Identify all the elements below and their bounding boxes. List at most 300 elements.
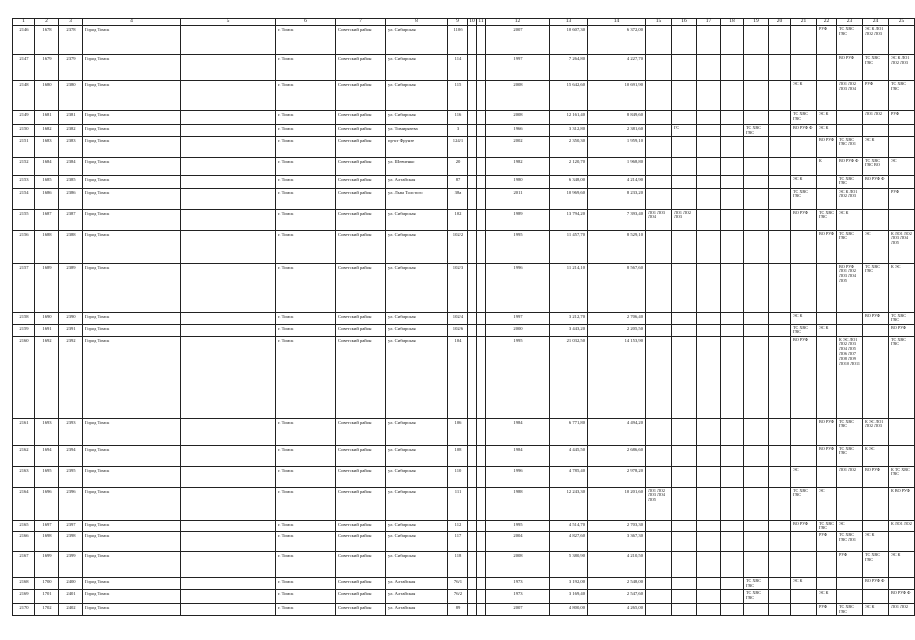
cell-house-number: 110б bbox=[448, 26, 468, 55]
column-header-25: 25 bbox=[889, 19, 915, 26]
cell-house-number: 108 bbox=[448, 445, 468, 466]
cell-col-10 bbox=[468, 230, 477, 263]
cell-street: ул. Алтайская bbox=[386, 604, 448, 616]
cell-col-19: ТС ХВС ГВС bbox=[744, 125, 769, 137]
cell-col-25 bbox=[889, 209, 915, 230]
cell-blank bbox=[181, 418, 276, 445]
cell-col-20 bbox=[769, 604, 791, 616]
cell-col-24: ЭС К bbox=[863, 532, 889, 552]
table-row bbox=[13, 136, 915, 157]
cell-living-area: 8 849,60 bbox=[588, 111, 646, 125]
cell-street: ул. Сибирская bbox=[386, 209, 448, 230]
cell-col-25: ТС ХВС ГВС bbox=[889, 312, 915, 324]
cell-col-25 bbox=[889, 26, 915, 55]
cell-col-15 bbox=[646, 418, 672, 445]
cell-col-11 bbox=[477, 445, 486, 466]
cell-total-area: 4 785,40 bbox=[550, 466, 588, 487]
cell-year-built: 2002 bbox=[486, 136, 550, 157]
cell-col-22: ЭС bbox=[817, 487, 837, 520]
cell-col-17 bbox=[697, 55, 721, 81]
cell-living-area: 1 959,10 bbox=[588, 136, 646, 157]
cell-total-area: 2 120,70 bbox=[550, 157, 588, 175]
cell-col-23 bbox=[837, 590, 863, 604]
cell-col-11 bbox=[477, 336, 486, 418]
cell-municipality: Город Томск bbox=[83, 230, 181, 263]
cell-municipality: Город Томск bbox=[83, 532, 181, 552]
cell-col-20 bbox=[769, 312, 791, 324]
cell-col-11 bbox=[477, 263, 486, 312]
column-header-21: 21 bbox=[791, 19, 817, 26]
cell-building-number: 1700 bbox=[35, 578, 59, 590]
cell-building-number: 1685 bbox=[35, 175, 59, 188]
cell-col-22: РУФ bbox=[817, 532, 837, 552]
cell-col-15: ЛО1 ЛО2 ЛО3 ЛО4 ЛО5 bbox=[646, 487, 672, 520]
cell-col-23 bbox=[837, 578, 863, 590]
cell-col-22: ВО РУФ bbox=[817, 418, 837, 445]
table-row bbox=[13, 324, 915, 336]
cell-house-number: 106 bbox=[448, 418, 468, 445]
cell-house-number: 102 bbox=[448, 209, 468, 230]
cell-col-15 bbox=[646, 520, 672, 532]
cell-living-area: 4 265,00 bbox=[588, 604, 646, 616]
cell-col-21: ТС ХВС ГВС bbox=[791, 324, 817, 336]
table-row bbox=[13, 552, 915, 578]
cell-col-21: ЭС К bbox=[791, 81, 817, 111]
cell-col-16 bbox=[672, 157, 697, 175]
cell-total-area: 3 312,80 bbox=[550, 125, 588, 137]
cell-col-18 bbox=[721, 445, 744, 466]
cell-col-23: ТС ХВС ГВС ЛО1 bbox=[837, 136, 863, 157]
cell-col-23: ТС ХВС ГВС bbox=[837, 175, 863, 188]
cell-col-18 bbox=[721, 532, 744, 552]
cell-building-number: 1688 bbox=[35, 230, 59, 263]
cell-col-20 bbox=[769, 578, 791, 590]
cell-col-20 bbox=[769, 175, 791, 188]
cell-col-22: ЭС К bbox=[817, 590, 837, 604]
cell-col-19 bbox=[744, 487, 769, 520]
cell-district: Советский район bbox=[336, 55, 386, 81]
cell-district: Советский район bbox=[336, 532, 386, 552]
cell-col-15 bbox=[646, 230, 672, 263]
cell-locality: г. Томск bbox=[276, 263, 336, 312]
cell-col-17 bbox=[697, 520, 721, 532]
cell-year-built: 1988 bbox=[486, 487, 550, 520]
cell-col-22 bbox=[817, 552, 837, 578]
cell-building-number: 1691 bbox=[35, 324, 59, 336]
cell-house-id: 2399 bbox=[59, 552, 83, 578]
cell-locality: г. Томск bbox=[276, 136, 336, 157]
table-row bbox=[13, 111, 915, 125]
cell-col-10 bbox=[468, 336, 477, 418]
column-header-6: 6 bbox=[276, 19, 336, 26]
cell-year-built: 2000 bbox=[486, 324, 550, 336]
cell-col-16: ЛО1 ЛО2 ЛО3 bbox=[672, 209, 697, 230]
cell-total-area: 11 457,70 bbox=[550, 230, 588, 263]
cell-year-built: 1989 bbox=[486, 209, 550, 230]
cell-municipality: Город Томск bbox=[83, 336, 181, 418]
cell-blank bbox=[181, 578, 276, 590]
cell-house-id: 2393 bbox=[59, 418, 83, 445]
cell-col-18 bbox=[721, 136, 744, 157]
cell-total-area: 2 350,30 bbox=[550, 136, 588, 157]
cell-col-21 bbox=[791, 230, 817, 263]
cell-year-built: 1984 bbox=[486, 445, 550, 466]
cell-total-area: 11 214,10 bbox=[550, 263, 588, 312]
cell-blank bbox=[181, 209, 276, 230]
cell-col-24: ТС ХВС ГВС bbox=[863, 263, 889, 312]
cell-house-number: 112 bbox=[448, 520, 468, 532]
cell-living-area: 10 201,60 bbox=[588, 487, 646, 520]
cell-locality: г. Томск bbox=[276, 520, 336, 532]
cell-street: ул. Сибирская bbox=[386, 324, 448, 336]
cell-municipality: Город Томск bbox=[83, 445, 181, 466]
cell-col-21 bbox=[791, 590, 817, 604]
cell-total-area: 4 827,60 bbox=[550, 532, 588, 552]
cell-col-10 bbox=[468, 487, 477, 520]
cell-col-19 bbox=[744, 466, 769, 487]
cell-col-10 bbox=[468, 552, 477, 578]
cell-col-24: ВО РУФ bbox=[863, 312, 889, 324]
cell-street: ул. Тимирязева bbox=[386, 125, 448, 137]
cell-district: Советский район bbox=[336, 520, 386, 532]
cell-street: пр-кт Фрунзе bbox=[386, 136, 448, 157]
cell-col-16 bbox=[672, 336, 697, 418]
cell-col-24: ЭС К bbox=[863, 604, 889, 616]
cell-col-16 bbox=[672, 604, 697, 616]
cell-col-21: ТС ХВС ГВС bbox=[791, 188, 817, 209]
cell-col-25: ЭС К ЛО1 ЛО2 ЛО3 bbox=[889, 55, 915, 81]
cell-col-19 bbox=[744, 81, 769, 111]
cell-col-22: ВО РУФ bbox=[817, 445, 837, 466]
column-header-8: 8 bbox=[386, 19, 448, 26]
column-header-15: 15 bbox=[646, 19, 672, 26]
cell-col-24 bbox=[863, 125, 889, 137]
cell-col-20 bbox=[769, 157, 791, 175]
cell-col-21: ТС ХВС ГВС bbox=[791, 487, 817, 520]
cell-col-18 bbox=[721, 336, 744, 418]
cell-col-11 bbox=[477, 590, 486, 604]
cell-col-11 bbox=[477, 81, 486, 111]
cell-house-id: 2396 bbox=[59, 487, 83, 520]
cell-col-10 bbox=[468, 111, 477, 125]
cell-col-24: К ЭС ЛО1 ЛО2 ЛО3 bbox=[863, 418, 889, 445]
cell-col-23 bbox=[837, 111, 863, 125]
cell-col-23 bbox=[837, 487, 863, 520]
cell-col-16 bbox=[672, 55, 697, 81]
cell-house-number: 115 bbox=[448, 81, 468, 111]
cell-municipality: Город Томск bbox=[83, 466, 181, 487]
cell-locality: г. Томск bbox=[276, 466, 336, 487]
cell-col-10 bbox=[468, 604, 477, 616]
cell-building-number: 1684 bbox=[35, 157, 59, 175]
table-row bbox=[13, 188, 915, 209]
cell-street: ул. Сибирская bbox=[386, 55, 448, 81]
cell-total-area: 12 161,40 bbox=[550, 111, 588, 125]
cell-record-number: 2152 bbox=[13, 157, 35, 175]
cell-col-19 bbox=[744, 26, 769, 55]
cell-district: Советский район bbox=[336, 157, 386, 175]
table-row bbox=[13, 175, 915, 188]
cell-blank bbox=[181, 487, 276, 520]
cell-col-19 bbox=[744, 136, 769, 157]
cell-house-number: 20 bbox=[448, 157, 468, 175]
cell-col-18 bbox=[721, 209, 744, 230]
cell-col-25: К ТС ХВС ГВС bbox=[889, 466, 915, 487]
cell-col-24: ВО РУФ Ф bbox=[863, 175, 889, 188]
cell-municipality: Город Томск bbox=[83, 111, 181, 125]
cell-col-20 bbox=[769, 532, 791, 552]
cell-col-17 bbox=[697, 230, 721, 263]
cell-col-21 bbox=[791, 604, 817, 616]
cell-col-19 bbox=[744, 418, 769, 445]
cell-col-11 bbox=[477, 26, 486, 55]
cell-total-area: 4 514,70 bbox=[550, 520, 588, 532]
cell-house-number: 87 bbox=[448, 175, 468, 188]
cell-col-25: К ЛО1 ЛО2 ЛО3 ЛО4 ЛО5 bbox=[889, 230, 915, 263]
cell-locality: г. Томск bbox=[276, 418, 336, 445]
cell-record-number: 2165 bbox=[13, 520, 35, 532]
cell-house-number: 124/1 bbox=[448, 136, 468, 157]
cell-col-25: ЭС К bbox=[889, 552, 915, 578]
cell-municipality: Город Томск bbox=[83, 604, 181, 616]
cell-col-22: РУФ bbox=[817, 604, 837, 616]
cell-col-25: РУФ bbox=[889, 188, 915, 209]
cell-total-area: 21 032,50 bbox=[550, 336, 588, 418]
cell-col-22: ЭС К bbox=[817, 111, 837, 125]
cell-street: ул. Сибирская bbox=[386, 111, 448, 125]
cell-district: Советский район bbox=[336, 111, 386, 125]
cell-col-16 bbox=[672, 487, 697, 520]
cell-blank bbox=[181, 175, 276, 188]
cell-col-11 bbox=[477, 188, 486, 209]
cell-total-area: 6 348,00 bbox=[550, 175, 588, 188]
cell-house-id: 2381 bbox=[59, 111, 83, 125]
cell-year-built: 2007 bbox=[486, 604, 550, 616]
cell-record-number: 2168 bbox=[13, 578, 35, 590]
cell-col-20 bbox=[769, 230, 791, 263]
cell-locality: г. Томск bbox=[276, 209, 336, 230]
cell-total-area: 6 771,80 bbox=[550, 418, 588, 445]
table-row bbox=[13, 590, 915, 604]
cell-col-17 bbox=[697, 445, 721, 466]
cell-house-id: 2378 bbox=[59, 26, 83, 55]
cell-col-24: ЭС К ЛО1 ЛО2 ЛО3 bbox=[863, 26, 889, 55]
cell-building-number: 1696 bbox=[35, 487, 59, 520]
table-row bbox=[13, 26, 915, 55]
cell-col-15 bbox=[646, 175, 672, 188]
cell-col-23 bbox=[837, 125, 863, 137]
cell-record-number: 2149 bbox=[13, 111, 35, 125]
cell-district: Советский район bbox=[336, 445, 386, 466]
cell-col-22 bbox=[817, 81, 837, 111]
cell-col-19: ТС ХВС ГВС bbox=[744, 590, 769, 604]
cell-col-24 bbox=[863, 487, 889, 520]
cell-col-24 bbox=[863, 336, 889, 418]
cell-col-20 bbox=[769, 418, 791, 445]
cell-total-area: 4 445,50 bbox=[550, 445, 588, 466]
table-row bbox=[13, 55, 915, 81]
cell-col-18 bbox=[721, 418, 744, 445]
cell-col-18 bbox=[721, 487, 744, 520]
cell-house-id: 2390 bbox=[59, 312, 83, 324]
cell-living-area: 2 703,30 bbox=[588, 520, 646, 532]
cell-col-25: ВО РУФ Ф bbox=[889, 590, 915, 604]
cell-col-15 bbox=[646, 312, 672, 324]
cell-col-23: ТС ХВС ГВС bbox=[837, 604, 863, 616]
column-header-9: 9 bbox=[448, 19, 468, 26]
cell-locality: г. Томск bbox=[276, 324, 336, 336]
cell-col-18 bbox=[721, 578, 744, 590]
cell-col-17 bbox=[697, 26, 721, 55]
cell-blank bbox=[181, 324, 276, 336]
column-header-10: 10 bbox=[469, 18, 475, 25]
cell-locality: г. Томск bbox=[276, 175, 336, 188]
cell-col-18 bbox=[721, 125, 744, 137]
column-header-19: 19 bbox=[744, 19, 769, 26]
cell-col-25: К ВО РУФ bbox=[889, 487, 915, 520]
cell-municipality: Город Томск bbox=[83, 175, 181, 188]
cell-district: Советский район bbox=[336, 604, 386, 616]
cell-col-15 bbox=[646, 324, 672, 336]
cell-living-area: 4 227,70 bbox=[588, 55, 646, 81]
cell-building-number: 1701 bbox=[35, 590, 59, 604]
cell-year-built: 1995 bbox=[486, 520, 550, 532]
cell-col-10 bbox=[468, 125, 477, 137]
table-row bbox=[13, 230, 915, 263]
cell-col-24: ЭС К bbox=[863, 136, 889, 157]
cell-col-17 bbox=[697, 312, 721, 324]
cell-col-22 bbox=[817, 55, 837, 81]
cell-col-17 bbox=[697, 157, 721, 175]
cell-building-number: 1687 bbox=[35, 209, 59, 230]
cell-col-18 bbox=[721, 263, 744, 312]
cell-col-10 bbox=[468, 520, 477, 532]
cell-year-built: 2008 bbox=[486, 81, 550, 111]
cell-col-22: ВО РУФ bbox=[817, 136, 837, 157]
cell-col-23: ТС ХВС ГВС bbox=[837, 418, 863, 445]
cell-col-20 bbox=[769, 520, 791, 532]
cell-col-11 bbox=[477, 230, 486, 263]
cell-street: ул. Сибирская bbox=[386, 336, 448, 418]
cell-building-number: 1689 bbox=[35, 263, 59, 312]
cell-locality: г. Томск bbox=[276, 552, 336, 578]
cell-col-21 bbox=[791, 263, 817, 312]
cell-building-number: 1695 bbox=[35, 466, 59, 487]
table-row bbox=[13, 312, 915, 324]
table-row bbox=[13, 157, 915, 175]
cell-blank bbox=[181, 136, 276, 157]
cell-col-24 bbox=[863, 188, 889, 209]
cell-col-18 bbox=[721, 520, 744, 532]
cell-house-number: 76/2 bbox=[448, 590, 468, 604]
cell-living-area: 10 691,90 bbox=[588, 81, 646, 111]
cell-total-area: 15 642,60 bbox=[550, 81, 588, 111]
cell-col-20 bbox=[769, 487, 791, 520]
cell-house-number: 102/2 bbox=[448, 230, 468, 263]
cell-living-area: 4 214,90 bbox=[588, 175, 646, 188]
cell-col-19 bbox=[744, 312, 769, 324]
cell-col-17 bbox=[697, 324, 721, 336]
cell-col-22 bbox=[817, 312, 837, 324]
cell-col-23: ЭС bbox=[837, 520, 863, 532]
cell-living-area: 3 367,30 bbox=[588, 532, 646, 552]
cell-col-15 bbox=[646, 466, 672, 487]
cell-blank bbox=[181, 445, 276, 466]
cell-record-number: 2167 bbox=[13, 552, 35, 578]
cell-col-22 bbox=[817, 263, 837, 312]
cell-house-number: 111 bbox=[448, 487, 468, 520]
cell-municipality: Город Томск bbox=[83, 188, 181, 209]
cell-col-20 bbox=[769, 209, 791, 230]
cell-col-25 bbox=[889, 175, 915, 188]
cell-col-11 bbox=[477, 312, 486, 324]
cell-total-area: 13 794,20 bbox=[550, 209, 588, 230]
cell-municipality: Город Томск bbox=[83, 324, 181, 336]
cell-col-21: ТС ХВС ГВС bbox=[791, 111, 817, 125]
cell-col-25: РУФ bbox=[889, 111, 915, 125]
cell-record-number: 2150 bbox=[13, 125, 35, 137]
cell-col-25 bbox=[889, 578, 915, 590]
cell-col-18 bbox=[721, 552, 744, 578]
cell-locality: г. Томск bbox=[276, 230, 336, 263]
cell-house-id: 2387 bbox=[59, 209, 83, 230]
cell-living-area: 2 548,00 bbox=[588, 578, 646, 590]
cell-col-23: ТС ХВС ГВС bbox=[837, 445, 863, 466]
cell-col-11 bbox=[477, 175, 486, 188]
cell-col-17 bbox=[697, 466, 721, 487]
cell-year-built: 1973 bbox=[486, 590, 550, 604]
cell-col-25 bbox=[889, 418, 915, 445]
cell-locality: г. Томск bbox=[276, 55, 336, 81]
cell-col-22 bbox=[817, 466, 837, 487]
cell-house-id: 2397 bbox=[59, 520, 83, 532]
cell-blank bbox=[181, 520, 276, 532]
cell-col-19 bbox=[744, 336, 769, 418]
cell-col-21 bbox=[791, 445, 817, 466]
cell-building-number: 1680 bbox=[35, 81, 59, 111]
cell-living-area: 8 233,20 bbox=[588, 188, 646, 209]
cell-record-number: 2148 bbox=[13, 81, 35, 111]
cell-col-17 bbox=[697, 578, 721, 590]
cell-col-19 bbox=[744, 175, 769, 188]
cell-building-number: 1678 bbox=[35, 26, 59, 55]
cell-col-21 bbox=[791, 136, 817, 157]
cell-living-area: 2 706,40 bbox=[588, 312, 646, 324]
cell-col-25 bbox=[889, 136, 915, 157]
cell-municipality: Город Томск bbox=[83, 520, 181, 532]
cell-col-23 bbox=[837, 324, 863, 336]
cell-house-number: 118 bbox=[448, 552, 468, 578]
cell-col-10 bbox=[468, 188, 477, 209]
cell-col-15 bbox=[646, 55, 672, 81]
cell-col-22: К bbox=[817, 157, 837, 175]
cell-record-number: 2156 bbox=[13, 230, 35, 263]
cell-house-number: 102/3 bbox=[448, 263, 468, 312]
cell-blank bbox=[181, 312, 276, 324]
cell-col-10 bbox=[468, 81, 477, 111]
cell-blank bbox=[181, 81, 276, 111]
column-header-5: 5 bbox=[181, 19, 276, 26]
cell-year-built: 2004 bbox=[486, 532, 550, 552]
cell-col-15 bbox=[646, 157, 672, 175]
cell-blank bbox=[181, 604, 276, 616]
cell-col-17 bbox=[697, 552, 721, 578]
cell-year-built: 1995 bbox=[486, 336, 550, 418]
column-header-13: 13 bbox=[550, 19, 588, 26]
cell-locality: г. Томск bbox=[276, 312, 336, 324]
cell-house-id: 2382 bbox=[59, 125, 83, 137]
cell-col-19 bbox=[744, 111, 769, 125]
